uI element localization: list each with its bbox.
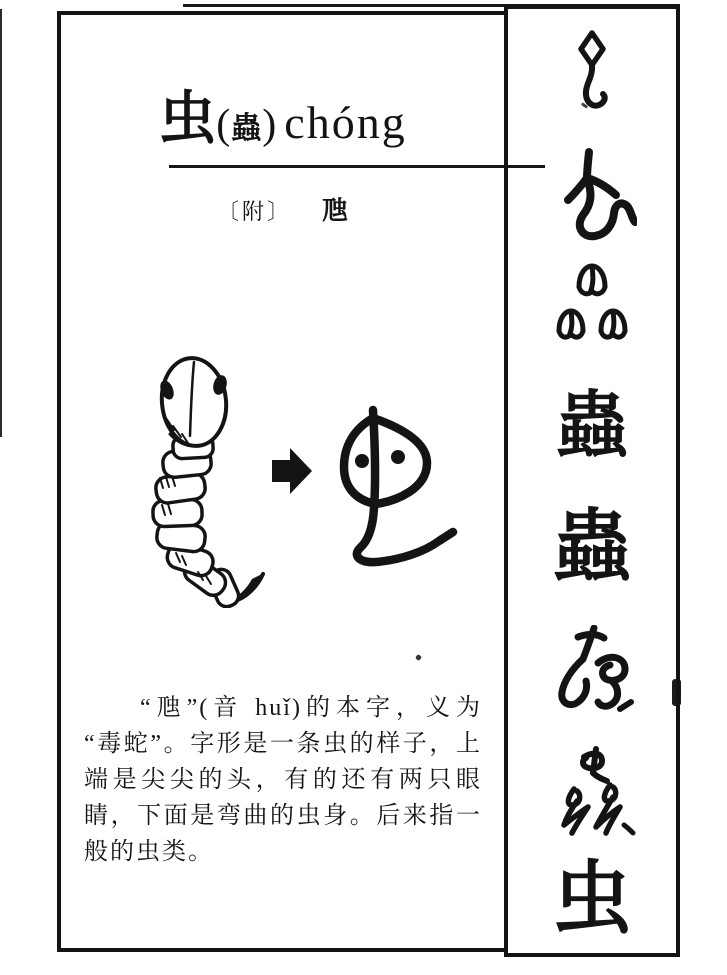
attach-character: 虺 (322, 196, 349, 225)
text-line: 端是尖尖的头，有的还有两只眼 (84, 767, 482, 793)
attached-entry (57, 190, 508, 227)
oracle-bone-glyph-icon (567, 30, 617, 114)
script-form-cursive (508, 625, 676, 718)
script-form-modern (508, 857, 676, 943)
traditional-form: 蟲 (231, 112, 262, 145)
right-arrow-icon (272, 448, 312, 494)
bronze-glyph-icon (547, 147, 637, 242)
script-form-oracle-bone (508, 30, 676, 119)
script-form-bronze (508, 147, 676, 247)
seal-glyph-icon (548, 257, 636, 353)
text-line: “毒蛇”。字形是一条虫的样子，上 (84, 731, 482, 757)
paren-open: ( (216, 102, 231, 148)
title-rule (169, 165, 545, 168)
script-evolution-column (504, 5, 680, 957)
explanation-text (84, 690, 482, 870)
text-line: “虺”(音 huǐ)的本字，义为 (140, 695, 482, 721)
clerical-glyph: 蟲 (555, 386, 628, 466)
modern-glyph: 虫 (552, 856, 632, 944)
entry-title (57, 88, 508, 165)
pinyin: chóng (284, 97, 407, 148)
evolution-illustration (140, 350, 470, 608)
script-form-running (508, 745, 676, 842)
running-glyph-icon (544, 745, 641, 837)
regular-glyph: 蟲 (552, 503, 631, 590)
script-form-small-seal (508, 257, 676, 358)
text-line: 般的虫类。 (84, 839, 214, 865)
ancient-pictograph (344, 410, 453, 562)
script-form-clerical (508, 384, 676, 468)
script-form-regular (508, 503, 676, 591)
text-line: 睛，下面是弯曲的虫身。后来指一 (84, 803, 482, 829)
headword: 虫 (158, 86, 217, 151)
cursive-glyph-icon (542, 625, 642, 713)
worm-drawing (153, 355, 263, 608)
paren-close: ) (262, 102, 277, 148)
scan-edge-artifact (0, 9, 2, 437)
attach-label: 〔附〕 (216, 199, 292, 224)
